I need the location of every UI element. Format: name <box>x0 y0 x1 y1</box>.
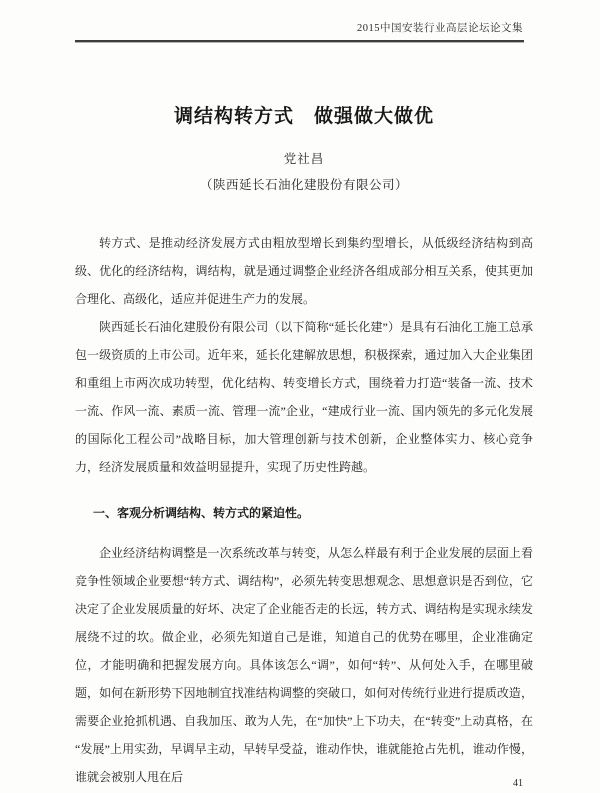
article-title: 调结构转方式 做强做大做优 <box>173 106 434 127</box>
section-heading-1: 一、客观分析调结构、转方式的紧迫性。 <box>93 506 310 520</box>
page-number: 41 <box>513 778 523 789</box>
article-author: 党社昌 <box>283 152 325 166</box>
paragraph-section-1-body: 企业经济结构调整是一次系统改革与转变，从怎么样最有利于企业发展的层面上看竞争性领域企业要想“转方式、调结构”，必须先转变思想观念、思想意识是否到位，它决定了企业发展质量的好坏、决定了企业能否走的长远，转方式、调结构是实现永续发展绕不过的坎。做企业，必须先知道自己是谁，知道自己的优势在哪里，企业准确定位，才能明确和把握发展方向。具体该怎么“调”，如何“转”、从何处入手，在哪里破题，如何在新形势下因地制宜找准结构调整的突破口，如何对传统行业进行提质改造，需要企业抢抓机遇、自我加压、敢为人先，在“加快”上下功夫，在“转变”上动真格，在“发展”上用实劲，早调早主动，早转早受益，谁动作快，谁就能抢占先机，谁动作慢，谁就会被别人甩在后 <box>75 546 533 784</box>
paragraph-intro-definitions: 转方式、是推动经济发展方式由粗放型增长到集约型增长，从低级经济结构到高级、优化的经济结构，调结构，就是通过调整企业经济各组成部分相互关系，使其更加合理化、高级化，适应并促进生产力的发展。 <box>75 236 533 306</box>
running-header: 2015中国安装行业高层论坛论文集 <box>357 23 523 34</box>
header-divider-rule <box>75 40 524 43</box>
paragraph-company-overview: 陕西延长石油化建股份有限公司（以下简称“延长化建”）是具有石油化工施工总承包一级资质的上市公司。近年来，延长化建解放思想，积极探索，通过加入大企业集团和重组上市两次成功转型，优化结构、转变增长方式，围绕着力打造“装备一流、技术一流、作风一流、素质一流、管理一流”企业，“建成行业一流、国内领先的多元化发展的国际化工程公司”战略目标，加大管理创新与技术创新，企业整体实力、核心竞争力，经济发展质量和效益明显提升，实现了历史性跨越。 <box>75 320 533 474</box>
article-affiliation: （陕西延长石油化建股份有限公司） <box>199 178 408 192</box>
article-body <box>75 229 533 791</box>
